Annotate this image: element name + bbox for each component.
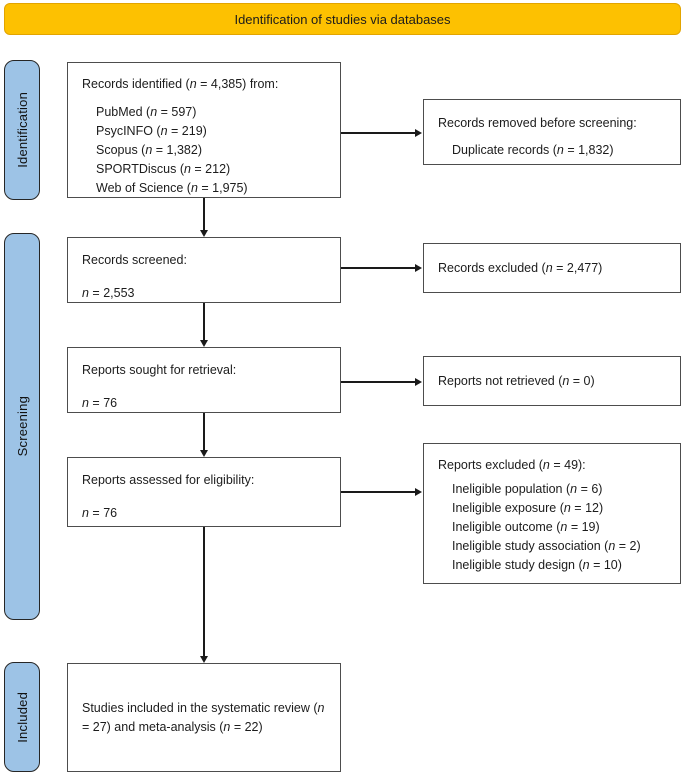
header-banner	[4, 3, 681, 35]
box-title: Reports sought for retrieval:	[82, 363, 237, 377]
arrow-assessed-to-included	[203, 527, 205, 657]
box-title: Reports excluded (n = 49):	[438, 458, 586, 472]
list-item: PubMed (n = 597)	[96, 105, 197, 119]
list-item: PsycINFO (n = 219)	[96, 124, 207, 138]
list-item: Ineligible study design (n = 10)	[452, 558, 622, 572]
reports-excluded-box	[423, 443, 681, 584]
box-count: n = 76	[82, 396, 118, 410]
list-item: Web of Science (n = 1,975)	[96, 181, 248, 195]
box-title: Studies included in the systematic review (n = 27) and meta-analysis (n = 22)	[82, 700, 325, 734]
list-item: Ineligible outcome (n = 19)	[452, 520, 600, 534]
arrow-to-records-removed	[341, 132, 416, 134]
database-list	[96, 103, 326, 198]
records-removed-box	[423, 99, 681, 165]
arrow-to-reports-excluded	[341, 491, 416, 493]
box-title: Records excluded (n = 2,477)	[438, 260, 603, 275]
stage-label-text: Included	[14, 691, 30, 743]
arrow-screened-to-sought	[203, 303, 205, 341]
box-title: Records removed before screening:	[438, 116, 637, 130]
records-excluded-box	[423, 243, 681, 293]
records-screened-box	[67, 237, 341, 303]
reports-sought-box	[67, 347, 341, 413]
list-item: Ineligible exposure (n = 12)	[452, 501, 604, 515]
arrow-to-records-excluded	[341, 267, 416, 269]
box-title: Reports assessed for eligibility:	[82, 473, 255, 487]
list-item: Duplicate records (n = 1,832)	[452, 143, 614, 157]
stage-label-text: Identification	[14, 92, 30, 168]
studies-included-box	[67, 663, 341, 772]
stage-label-screening	[4, 233, 40, 620]
list-item: Ineligible population (n = 6)	[452, 482, 603, 496]
box-title: Records identified (n = 4,385) from:	[82, 77, 279, 91]
header-title: Identification of studies via databases	[234, 11, 451, 27]
arrow-identified-to-screened	[203, 198, 205, 231]
records-identified-box	[67, 62, 341, 198]
box-title: Records screened:	[82, 253, 187, 267]
stage-label-text: Screening	[14, 396, 30, 457]
list-item: Scopus (n = 1,382)	[96, 143, 202, 157]
reports-not-retrieved-box	[423, 356, 681, 406]
stage-label-identification	[4, 60, 40, 200]
box-count: n = 76	[82, 506, 118, 520]
box-count: n = 2,553	[82, 286, 135, 300]
list-item: Ineligible study association (n = 2)	[452, 539, 641, 553]
exclusion-list	[452, 480, 666, 575]
box-title: Reports not retrieved (n = 0)	[438, 373, 595, 388]
list-item: SPORTDiscus (n = 212)	[96, 162, 231, 176]
arrow-sought-to-assessed	[203, 413, 205, 451]
reports-assessed-box	[67, 457, 341, 527]
stage-label-included	[4, 662, 40, 772]
arrow-to-reports-not-retrieved	[341, 381, 416, 383]
